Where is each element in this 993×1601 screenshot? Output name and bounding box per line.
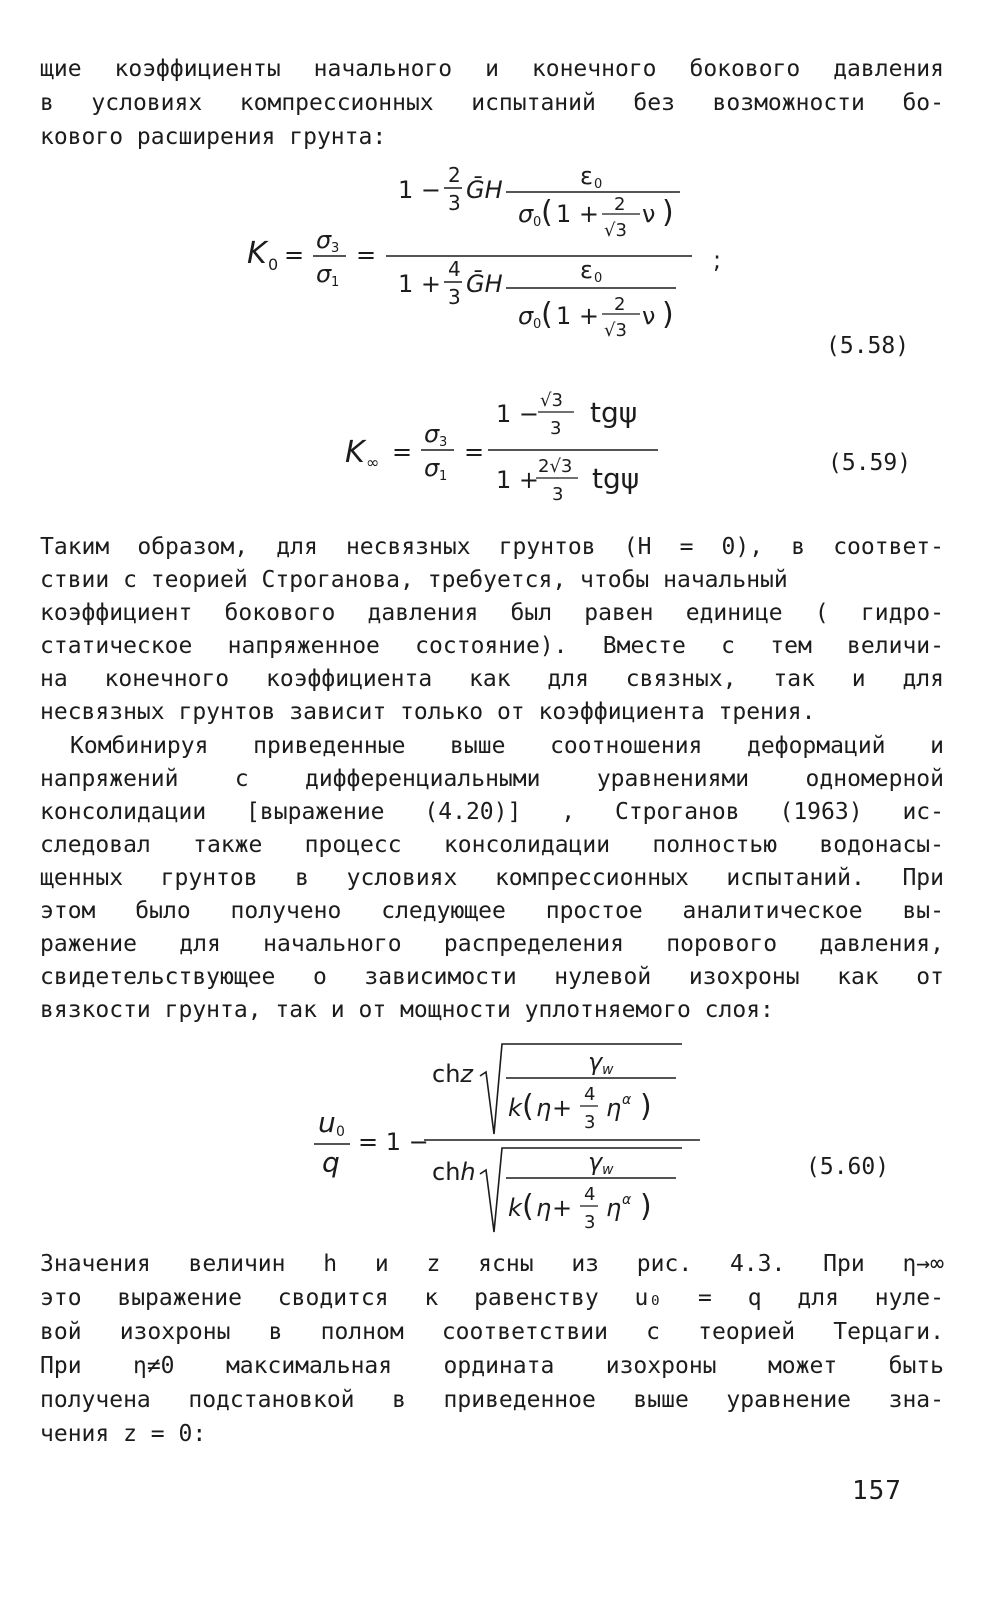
- svg-text:): ): [640, 1189, 652, 1224]
- text-line: вой изохроны в полном соответствии с теорией Терцаги.: [40, 1319, 944, 1345]
- equation-5-59-drawing: [0, 388, 993, 508]
- svg-text:w: w: [602, 1162, 614, 1178]
- text-line: Комбинируя приведенные выше соотношения деформаций и: [70, 733, 944, 759]
- svg-text:=: =: [356, 241, 377, 269]
- text-line: вязкости грунта, так и от мощности уплотняемого слоя:: [40, 997, 774, 1023]
- equation-5-60-drawing: [0, 1036, 993, 1246]
- svg-text:∞: ∞: [366, 453, 380, 472]
- text-line: получена подстановкой в приведенное выше уравнение зна-: [40, 1387, 944, 1413]
- svg-text:4: 4: [584, 1184, 596, 1205]
- svg-text:(: (: [541, 195, 553, 230]
- text-line: напряжений с дифференциальными уравнениями одномерной: [40, 766, 944, 792]
- text-line: это выражение сводится к равенству u₀ = q для нуле-: [40, 1285, 944, 1311]
- text-line: щенных грунтов в условиях компрессионных испытаний. При: [40, 865, 944, 891]
- text-line: кового расширения грунта:: [40, 124, 387, 150]
- svg-text:;: ;: [713, 246, 722, 274]
- svg-text:): ): [662, 297, 674, 332]
- text-line: этом было получено следующее простое аналитическое вы-: [40, 898, 944, 924]
- text-line: При η≠0 максимальная ордината изохроны может быть: [40, 1353, 944, 1379]
- svg-text:0: 0: [533, 317, 542, 332]
- svg-text:k: k: [508, 1094, 522, 1122]
- svg-text:(: (: [541, 297, 553, 332]
- svg-text:σ: σ: [316, 226, 332, 254]
- svg-text:4: 4: [584, 1084, 596, 1105]
- svg-text:σ: σ: [518, 200, 534, 228]
- svg-text:tgψ: tgψ: [590, 396, 638, 429]
- svg-text:3: 3: [439, 435, 448, 450]
- svg-text:σ: σ: [424, 420, 440, 448]
- svg-text:0: 0: [594, 271, 603, 286]
- svg-text:1 −: 1 −: [496, 400, 540, 428]
- svg-text:1 +: 1 +: [556, 302, 600, 330]
- text-line: статическое напряженное состояние). Вместе с тем величи-: [40, 633, 944, 659]
- svg-text:K: K: [247, 236, 267, 271]
- svg-text:2: 2: [614, 194, 626, 215]
- svg-text:η: η: [606, 1194, 622, 1222]
- svg-text:2√3: 2√3: [538, 456, 573, 477]
- svg-text:1 −: 1 −: [398, 176, 442, 204]
- svg-text:σ: σ: [424, 454, 440, 482]
- text-line: Значения величин h и z ясны из рис. 4.3. При η→∞: [40, 1251, 944, 1277]
- svg-text:2: 2: [614, 294, 626, 315]
- text-line: консолидации [выражение (4.20)] , Строганов (1963) ис-: [40, 799, 944, 825]
- page-number: 157: [852, 1476, 902, 1506]
- svg-text:0: 0: [336, 1124, 345, 1140]
- svg-text:ε: ε: [580, 162, 593, 190]
- equation-number: (5.59): [828, 450, 912, 476]
- svg-text:3: 3: [448, 285, 461, 309]
- svg-text:k: k: [508, 1194, 522, 1222]
- svg-text:3: 3: [331, 241, 340, 256]
- svg-text:=: =: [284, 241, 305, 269]
- equation-number: (5.60): [806, 1154, 890, 1180]
- svg-text:= 1 −: = 1 −: [358, 1128, 429, 1156]
- svg-text:η: η: [606, 1094, 622, 1122]
- svg-text:1 +: 1 +: [398, 270, 442, 298]
- svg-text:): ): [662, 195, 674, 230]
- svg-text:u: u: [318, 1106, 336, 1139]
- text-line: свидетельствующее о зависимости нулевой изохроны как от: [40, 964, 944, 990]
- svg-text:chz: chz: [432, 1060, 474, 1088]
- text-line: на конечного коэффициента как для связных, так и для: [40, 666, 944, 692]
- svg-text:+: +: [552, 1194, 573, 1222]
- svg-text:+: +: [552, 1094, 573, 1122]
- svg-text:tgψ: tgψ: [592, 462, 640, 495]
- text-line: щие коэффициенты начального и конечного бокового давления: [40, 56, 944, 82]
- svg-text:γ: γ: [588, 1148, 603, 1176]
- text-line: следовал также процесс консолидации полностью водонасы-: [40, 832, 944, 858]
- svg-text:ν: ν: [642, 302, 656, 330]
- svg-text:ε: ε: [580, 256, 593, 284]
- svg-text:4: 4: [448, 257, 461, 281]
- svg-text:=: =: [464, 438, 485, 466]
- svg-text:ν: ν: [642, 200, 656, 228]
- svg-text:3: 3: [550, 418, 562, 439]
- svg-text:q: q: [322, 1146, 340, 1179]
- text-line: ствии с теорией Строганова, требуется, чтобы начальный: [40, 567, 788, 593]
- svg-text:chh: chh: [432, 1158, 476, 1186]
- svg-text:0: 0: [268, 255, 279, 274]
- text-line: несвязных грунтов зависит только от коэффициента трения.: [40, 699, 816, 725]
- text-line: в условиях компрессионных испытаний без возможности бо-: [40, 90, 944, 116]
- svg-text:γ: γ: [588, 1048, 603, 1076]
- equation-number: (5.58): [826, 333, 910, 359]
- svg-text:1: 1: [439, 469, 448, 484]
- svg-text:1 +: 1 +: [496, 466, 540, 494]
- svg-text:(: (: [522, 1089, 534, 1124]
- svg-text:0: 0: [533, 215, 542, 230]
- svg-text:0: 0: [594, 177, 603, 192]
- svg-text:): ): [640, 1089, 652, 1124]
- svg-text:1 +: 1 +: [556, 200, 600, 228]
- svg-text:1: 1: [331, 275, 340, 290]
- svg-text:ḠH: ḠH: [466, 270, 503, 298]
- svg-text:(: (: [522, 1189, 534, 1224]
- svg-text:√3: √3: [540, 390, 563, 411]
- text-line: чения z = 0:: [40, 1421, 207, 1447]
- text-line: ражение для начального распределения порового давления,: [40, 931, 944, 957]
- text-line: Таким образом, для несвязных грунтов (H = 0), в соответ-: [40, 534, 944, 560]
- svg-text:ḠH: ḠH: [466, 176, 503, 204]
- svg-text:2: 2: [448, 163, 461, 187]
- svg-text:σ: σ: [316, 260, 332, 288]
- svg-text:α: α: [622, 1092, 632, 1108]
- svg-text:=: =: [392, 438, 413, 466]
- text-line: коэффициент бокового давления был равен единице ( гидро-: [40, 600, 944, 626]
- svg-text:3: 3: [552, 484, 564, 505]
- svg-text:σ: σ: [518, 302, 534, 330]
- svg-text:K: K: [345, 435, 365, 470]
- svg-text:3: 3: [584, 1212, 596, 1233]
- svg-text:3: 3: [584, 1112, 596, 1133]
- svg-text:α: α: [622, 1192, 632, 1208]
- svg-text:3: 3: [448, 191, 461, 215]
- svg-text:η: η: [536, 1094, 552, 1122]
- svg-text:η: η: [536, 1194, 552, 1222]
- equation-5-58-drawing: [0, 160, 993, 400]
- svg-text:√3: √3: [604, 220, 627, 241]
- svg-text:w: w: [602, 1062, 614, 1078]
- svg-text:√3: √3: [604, 320, 627, 341]
